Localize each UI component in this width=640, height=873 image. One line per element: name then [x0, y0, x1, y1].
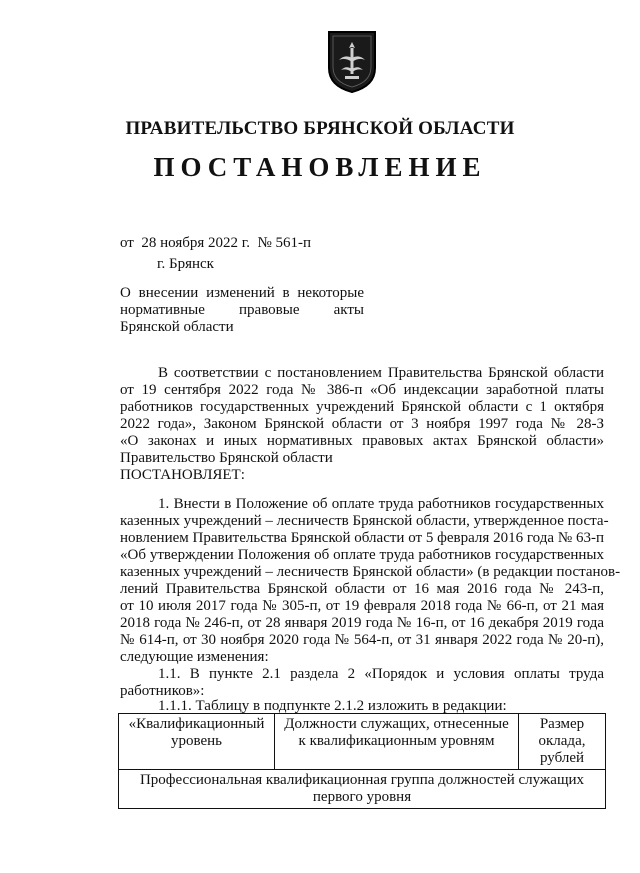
document-subject: О внесении изменений в некоторые нормативные правовые акты Брянской области [120, 285, 364, 335]
item-1-line: «Об утверждении Положения об оплате труда работников государственных [120, 547, 604, 563]
date-and-number: от 28 ноября 2022 г. № 561-п [120, 235, 312, 251]
item-1-1 [120, 666, 604, 700]
resolves-word: ПОСТАНОВЛЯЕТ: [120, 467, 245, 483]
item-1-line: от 10 июля 2017 года № 305-п, от 19 февраля 2018 года № 66-п, от 21 мая [120, 598, 604, 614]
preamble-line: В соответствии с постановлением Правительства Брянской области [158, 365, 604, 381]
salary-table [118, 713, 606, 809]
preamble-line: работников государственных учреждений Брянской области с 1 октября [120, 399, 604, 415]
item-1 [120, 496, 621, 666]
document-type-title: ПОСТАНОВЛЕНИЕ [153, 152, 487, 182]
city: г. Брянск [157, 256, 214, 272]
table-header-cell: Размер оклада, рублей [519, 714, 606, 770]
item-1-line: казенных учреждений – лесничеств Брянской области, утвержденное поста- [120, 513, 609, 529]
item-1-line: новлением Правительства Брянской области от 5 февраля 2016 года № 63-п [120, 530, 604, 546]
organization-title: ПРАВИТЕЛЬСТВО БРЯНСКОЙ ОБЛАСТИ [125, 118, 515, 139]
table-group-cell: Профессиональная квалификационная группа должностей служащих первого уровня [119, 770, 606, 809]
item-1-line: 2018 года № 246-п, от 28 января 2019 года № 16-п, от 16 декабря 2019 года [120, 615, 604, 631]
preamble-line: от 19 сентября 2022 года № 386-п «Об индексации заработной платы [120, 382, 604, 398]
item-1-1-1-line: 1.1.1. Таблицу в подпункте 2.1.2 изложить в редакции: [158, 698, 507, 714]
coat-of-arms-icon [327, 30, 377, 94]
table-header-cell: «Квалификационный уровень [119, 714, 275, 770]
preamble-line: Правительство Брянской области [120, 450, 333, 466]
item-1-line: казенных учреждений – лесничеств Брянской области» (в редакции постанов- [120, 564, 621, 580]
preamble [120, 365, 604, 484]
item-1-1-line: работников»: [120, 683, 205, 699]
item-1-1-line: 1.1. В пункте 2.1 раздела 2 «Порядок и условия оплаты труда [158, 666, 604, 682]
item-1-line: следующие изменения: [120, 649, 269, 665]
table-header-cell: Должности служащих, отнесенные к квалификационным уровням [275, 714, 519, 770]
preamble-line: «О законах и иных нормативных правовых актах Брянской области» [120, 433, 604, 449]
table-row [119, 770, 606, 809]
item-1-line: 1. Внести в Положение об оплате труда работников государственных [158, 496, 604, 512]
table-header-row [119, 714, 606, 770]
item-1-line: лений Правительства Брянской области от 16 мая 2016 года № 243-п, [120, 581, 604, 597]
item-1-line: № 614-п, от 30 ноября 2020 года № 564-п, от 31 января 2022 года № 20-п), [120, 632, 604, 648]
preamble-line: 2022 года», Законом Брянской области от 3 ноября 1997 года № 28-З [120, 416, 604, 432]
